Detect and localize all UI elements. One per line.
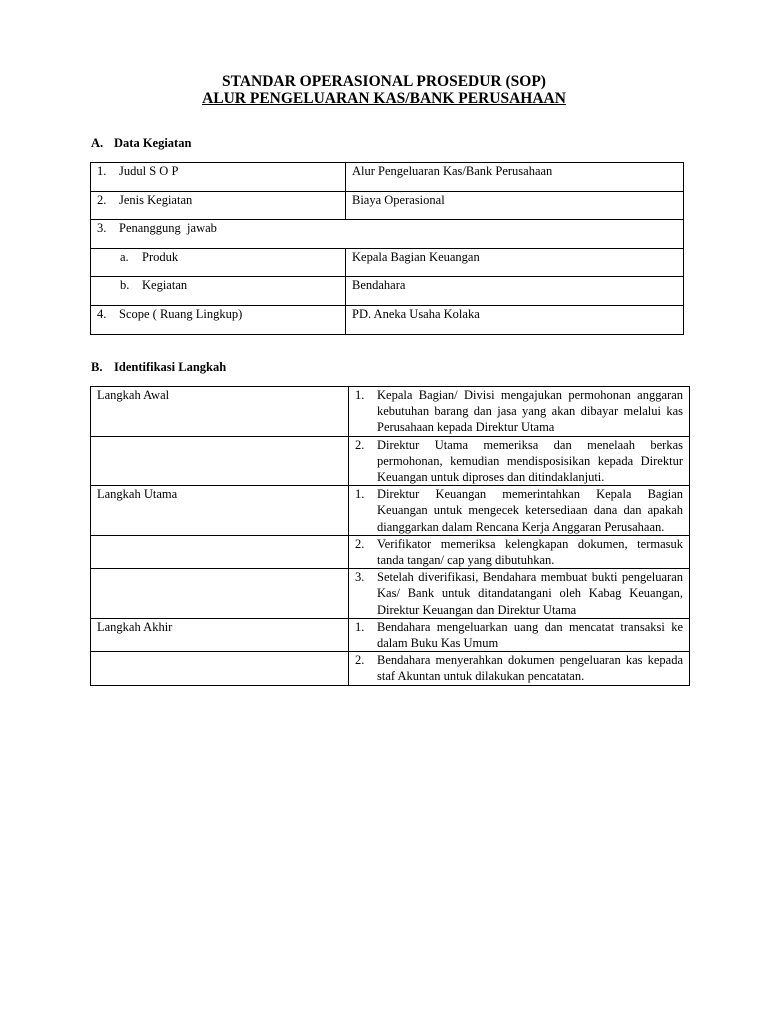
step-number: 1. — [355, 487, 365, 502]
row-label: Kegiatan — [142, 278, 188, 293]
table-cell — [346, 248, 684, 277]
table-row — [91, 535, 690, 568]
row-value: Alur Pengeluaran Kas/Bank Perusahaan — [352, 164, 553, 178]
table-cell — [91, 486, 349, 536]
table-cell — [346, 163, 684, 192]
data-kegiatan-table — [90, 162, 684, 335]
table-row — [91, 277, 684, 306]
section-a-letter: A. — [91, 136, 104, 150]
step-number: 1. — [355, 619, 365, 634]
table-cell — [349, 387, 690, 437]
row-value: Kepala Bagian Keuangan — [352, 249, 480, 264]
table-cell — [91, 387, 349, 437]
table-row — [91, 618, 690, 651]
row-value: Biaya Operasional — [352, 192, 445, 207]
section-a-title: Data Kegiatan — [114, 136, 192, 150]
table-cell — [349, 652, 690, 685]
table-cell — [346, 191, 684, 220]
table-row — [91, 569, 690, 619]
table-row — [91, 486, 690, 536]
table-cell — [91, 618, 349, 651]
table-cell — [91, 535, 349, 568]
table-row — [91, 163, 684, 192]
doc-subtitle: ALUR PENGELUARAN KAS/BANK PERUSAHAAN — [202, 90, 566, 107]
step-text: Direktur Utama memeriksa dan menelaah berkas permohonan, kemudian mendisposisikan kepada Direktur Keuangan untuk diproses dan ditindaklanjuti. — [377, 437, 683, 485]
step-text: Bendahara menyerahkan dokumen pengeluaran kas kepada staf Akuntan untuk dilakukan pencatatan. — [377, 653, 683, 684]
section-b-heading — [91, 360, 226, 375]
section-a-heading — [91, 136, 191, 151]
table-cell — [91, 305, 346, 334]
row-number: b. — [120, 278, 130, 293]
table-cell — [91, 569, 349, 619]
table-row — [91, 220, 684, 249]
row-number: 1. — [97, 164, 107, 178]
row-number: a. — [120, 249, 129, 264]
table-row — [91, 248, 684, 277]
row-label: Penanggung jawab — [119, 221, 217, 236]
doc-title: STANDAR OPERASIONAL PROSEDUR (SOP) — [222, 73, 546, 90]
row-label: Jenis Kegiatan — [119, 192, 193, 207]
step-number: 2. — [355, 653, 365, 668]
table-cell — [349, 535, 690, 568]
step-group-label: Langkah Akhir — [97, 619, 173, 634]
table-cell — [91, 220, 684, 249]
step-text: Direktur Keuangan memerintahkan Kepala Bagian Keuangan untuk mengecek ketersediaan dana dan apakah dianggarkan dalam Rencana Kerja Anggaran Perusahaan. — [377, 487, 683, 534]
table-row — [91, 305, 684, 334]
row-number: 3. — [97, 221, 107, 236]
table-cell — [91, 436, 349, 486]
identifikasi-langkah-table — [90, 386, 690, 686]
table-cell — [349, 436, 690, 486]
table-cell — [346, 305, 684, 334]
step-text: Bendahara mengeluarkan uang dan mencatat transaksi ke dalam Buku Kas Umum — [377, 619, 683, 651]
row-label: Produk — [142, 249, 179, 264]
table-cell — [349, 486, 690, 536]
row-label: Scope ( Ruang Lingkup) — [119, 306, 243, 321]
step-number: 1. — [355, 388, 365, 402]
table-cell — [91, 652, 349, 685]
table-row — [91, 436, 690, 486]
section-b-letter: B. — [91, 360, 103, 374]
table-cell — [346, 277, 684, 306]
table-row — [91, 191, 684, 220]
row-value: PD. Aneka Usaha Kolaka — [352, 306, 480, 321]
table-row — [91, 387, 690, 437]
table-cell — [91, 163, 346, 192]
row-number: 2. — [97, 192, 107, 207]
step-number: 2. — [355, 536, 365, 551]
row-number: 4. — [97, 306, 107, 321]
table-row — [91, 652, 690, 685]
section-b-title: Identifikasi Langkah — [114, 360, 227, 374]
step-number: 2. — [355, 437, 365, 452]
table-cell — [349, 569, 690, 619]
step-group-label: Langkah Awal — [97, 388, 170, 402]
table-cell — [91, 248, 346, 277]
table-cell — [349, 618, 690, 651]
row-value: Bendahara — [352, 278, 406, 293]
row-label: Judul S O P — [119, 164, 179, 178]
step-text: Kepala Bagian/ Divisi mengajukan permohonan anggaran kebutuhan barang dan jasa yang akan dibayar melalui kas Perusahaan kepada Direktur Utama — [377, 388, 683, 435]
step-number: 3. — [355, 570, 365, 585]
step-text: Verifikator memeriksa kelengkapan dokumen, termasuk tanda tangan/ cap yang dibutuhkan. — [377, 536, 683, 568]
table-cell — [91, 191, 346, 220]
step-group-label: Langkah Utama — [97, 487, 178, 502]
step-text: Setelah diverifikasi, Bendahara membuat bukti pengeluaran Kas/ Bank untuk ditandatangani oleh Kabag Keuangan, Direktur Keuangan dan Direktur Utama — [377, 570, 683, 617]
table-cell — [91, 277, 346, 306]
